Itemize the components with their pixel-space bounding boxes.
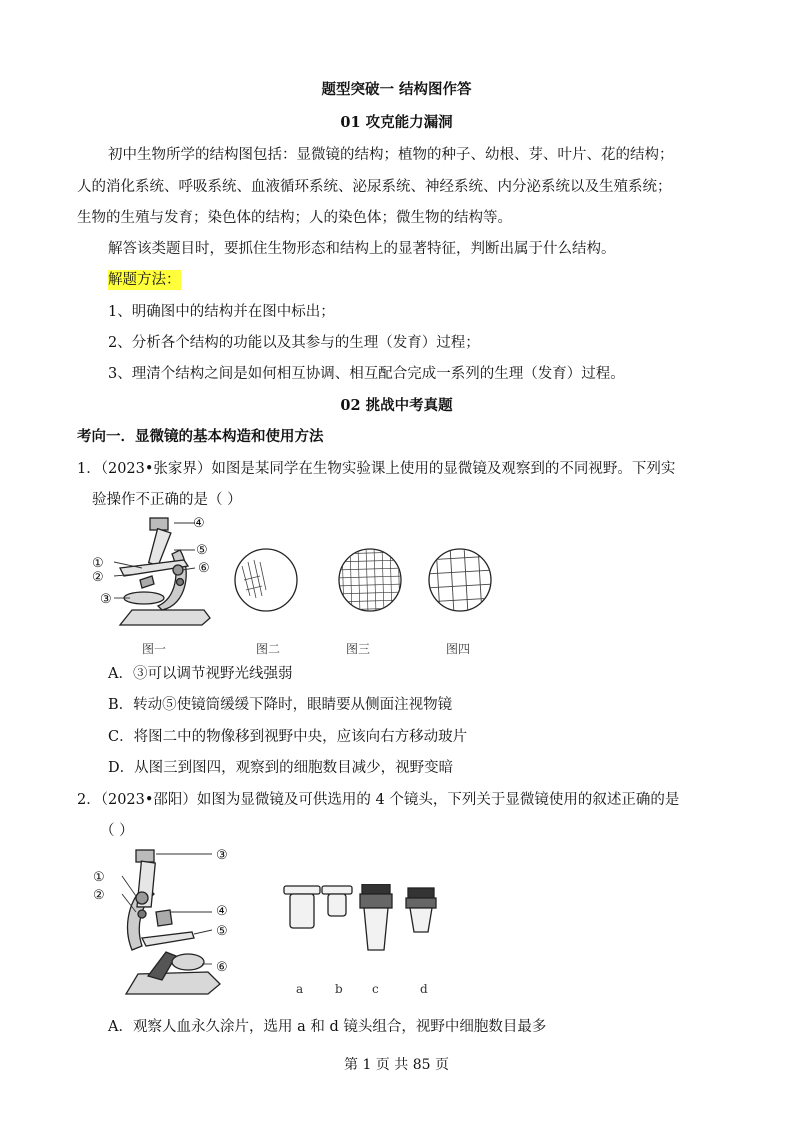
q2-lenses-figure bbox=[278, 884, 448, 968]
q1-view-4-figure bbox=[426, 546, 494, 614]
q2-label-2: ② bbox=[93, 888, 105, 903]
q2-label-3: ③ bbox=[216, 848, 228, 863]
section-heading-2: 02 挑战中考真题 bbox=[340, 397, 453, 414]
q1-option-b: B．转动⑤使镜筒缓缓下降时，眼睛要从侧面注视物镜 bbox=[108, 697, 453, 713]
q1-caption-2: 图二 bbox=[256, 642, 281, 656]
section-heading-1: 01 攻克能力漏洞 bbox=[340, 114, 453, 131]
intro-line-1: 初中生物所学的结构图包括：显微镜的结构；植物的种子、幼根、芽、叶片、花的结构； bbox=[108, 147, 674, 163]
q1-stem-line-2: 验操作不正确的是（ ） bbox=[92, 492, 242, 508]
q1-caption-4: 图四 bbox=[446, 642, 471, 656]
method-step-2: 2、分析各个结构的功能以及其参与的生理（发育）过程； bbox=[108, 335, 480, 351]
intro-line-4: 解答该类题目时，要抓住生物形态和结构上的显著特征，判断出属于什么结构。 bbox=[108, 241, 616, 257]
q1-label-5: ⑤ bbox=[196, 543, 208, 558]
q1-label-6: ⑥ bbox=[198, 561, 210, 576]
q1-stem-line-1: 1．（2023•张家界）如图是某同学在生物实验课上使用的显微镜及观察到的不同视野。下列实 bbox=[77, 461, 676, 477]
q1-option-d: D．从图三到图四，观察到的细胞数目减少，视野变暗 bbox=[108, 760, 454, 776]
q2-lens-label-c: c bbox=[372, 982, 379, 996]
q1-label-4: ④ bbox=[193, 516, 205, 531]
page-title: 题型突破一 结构图作答 bbox=[321, 81, 472, 98]
q1-label-2: ② bbox=[92, 570, 104, 585]
page-footer: 第 1 页 共 85 页 bbox=[344, 1057, 449, 1073]
method-step-1: 1、明确图中的结构并在图中标出； bbox=[108, 304, 335, 320]
direction-heading-1: 考向一．显微镜的基本构造和使用方法 bbox=[77, 428, 324, 445]
q2-lens-label-b: b bbox=[335, 982, 343, 996]
intro-line-3: 生物的生殖与发育；染色体的结构；人的染色体；微生物的结构等。 bbox=[77, 210, 512, 226]
q1-label-1: ① bbox=[92, 556, 104, 571]
method-label: 解题方法： bbox=[108, 272, 181, 288]
q2-lens-label-a: a bbox=[296, 982, 304, 996]
method-step-3: 3、理清个结构之间是如何相互协调、相互配合完成一系列的生理（发育）过程。 bbox=[108, 366, 625, 382]
q2-label-5: ⑤ bbox=[216, 924, 228, 939]
q2-option-a: A．观察人血永久涂片，选用 a 和 d 镜头组合，视野中细胞数目最多 bbox=[108, 1019, 547, 1035]
q1-label-3: ③ bbox=[100, 592, 112, 607]
q1-view-3-figure bbox=[336, 546, 404, 614]
q2-label-1: ① bbox=[93, 870, 105, 885]
q1-option-a: A．③可以调节视野光线强弱 bbox=[108, 666, 293, 682]
q1-option-c: C．将图二中的物像移到视野中央，应该向右方移动玻片 bbox=[108, 729, 468, 745]
q2-label-4: ④ bbox=[216, 904, 228, 919]
q2-label-6: ⑥ bbox=[216, 960, 228, 975]
q1-view-2-figure bbox=[232, 546, 300, 614]
q1-caption-3: 图三 bbox=[346, 642, 371, 656]
q2-stem-line-2: （ ） bbox=[100, 823, 134, 839]
q1-caption-1: 图一 bbox=[142, 642, 167, 656]
q2-lens-label-d: d bbox=[420, 982, 428, 996]
intro-line-2: 人的消化系统、呼吸系统、血液循环系统、泌尿系统、神经系统、内分泌系统以及生殖系统； bbox=[77, 179, 672, 195]
q2-stem-line-1: 2．（2023•邵阳）如图为显微镜及可供选用的 4 个镜头，下列关于显微镜使用的叙述正确的是 bbox=[77, 792, 680, 808]
